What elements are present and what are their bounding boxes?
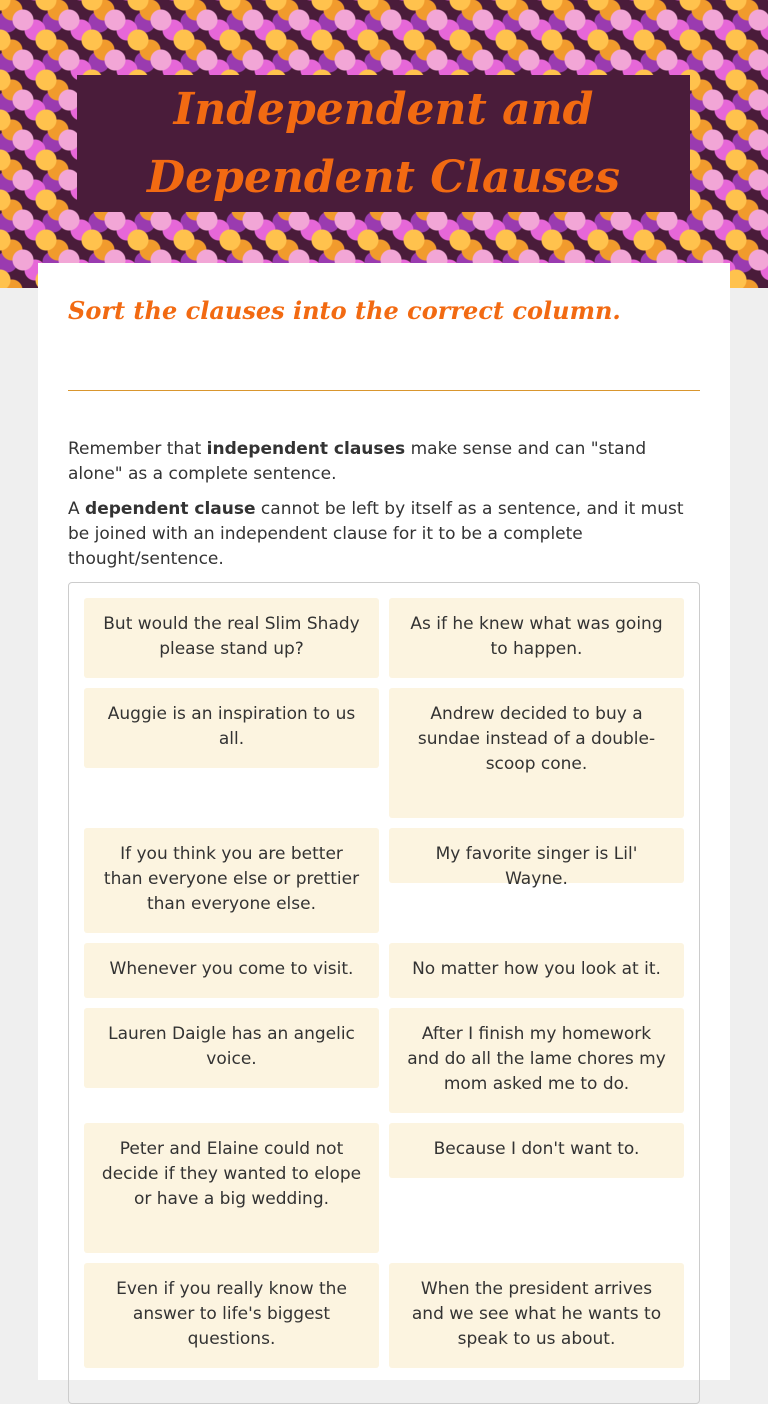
clause-tile[interactable]: Andrew decided to buy a sundae instead of a double-scoop cone. [389, 688, 684, 818]
intro-text: make sense and can "stand alone" as a complete sentence. [68, 439, 647, 484]
clause-sort-area [68, 582, 700, 1404]
clause-tile[interactable]: Peter and Elaine could not decide if they wanted to elope or have a big wedding. [84, 1123, 379, 1253]
page-title: Independent and Dependent Clauses [146, 83, 621, 203]
clause-tile[interactable]: Because I don't want to. [389, 1123, 684, 1178]
title-box [77, 75, 690, 212]
clause-tile[interactable]: Even if you really know the answer to life's biggest questions. [84, 1263, 379, 1368]
clause-tile[interactable]: Lauren Daigle has an angelic voice. [84, 1008, 379, 1088]
clause-tile[interactable]: Whenever you come to visit. [84, 943, 379, 998]
clause-tile[interactable]: When the president arrives and we see what he wants to speak to us about. [389, 1263, 684, 1368]
intro-term-independent: independent clauses [206, 439, 406, 459]
intro-text: A [68, 499, 86, 519]
worksheet-card [38, 263, 730, 1380]
intro-text: Remember that [68, 439, 207, 459]
clause-tile[interactable]: No matter how you look at it. [389, 943, 684, 998]
clause-tile[interactable]: If you think you are better than everyone else or prettier than everyone else. [84, 828, 379, 933]
header-banner [0, 0, 768, 288]
clause-tile[interactable]: My favorite singer is Lil' Wayne. [389, 828, 684, 883]
intro-paragraph-dependent [68, 497, 700, 572]
clause-tile[interactable]: Auggie is an inspiration to us all. [84, 688, 379, 768]
instruction-heading: Sort the clauses into the correct column. [68, 296, 621, 325]
intro-text: cannot be left by itself as a sentence, and it must be joined with an independent clause for it to be a complete thought/sentence. [68, 499, 684, 569]
intro-term-dependent: dependent clause [85, 499, 256, 519]
intro-paragraph-independent [68, 437, 700, 487]
divider [68, 390, 700, 391]
clause-tile[interactable]: As if he knew what was going to happen. [389, 598, 684, 678]
clause-tile[interactable]: But would the real Slim Shady please stand up? [84, 598, 379, 678]
clause-tile[interactable]: After I finish my homework and do all the lame chores my mom asked me to do. [389, 1008, 684, 1113]
